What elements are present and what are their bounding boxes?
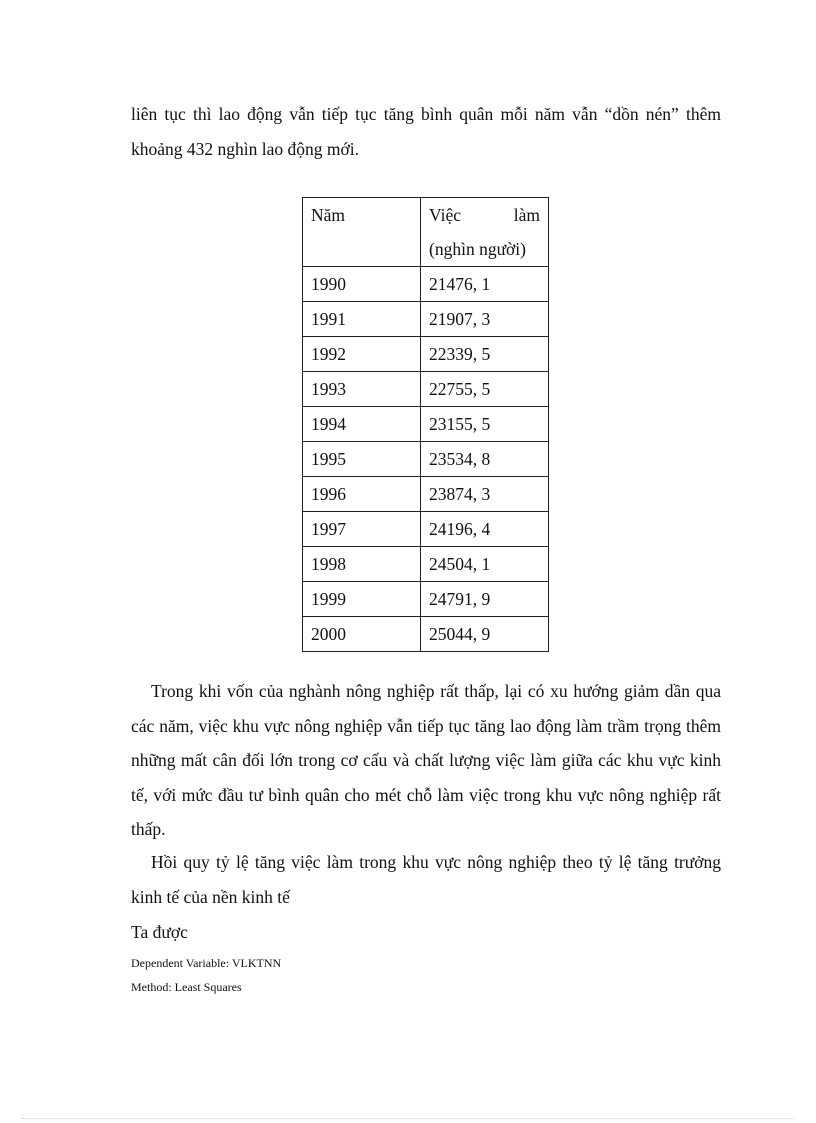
value-cell: 23874, 3 [421, 477, 549, 512]
table-row [303, 512, 549, 547]
value-cell: 24791, 9 [421, 582, 549, 617]
header-value-cell [421, 198, 549, 267]
table-header-row [303, 198, 549, 267]
year-cell: 1998 [303, 547, 421, 582]
year-cell: 1996 [303, 477, 421, 512]
value-cell: 22339, 5 [421, 337, 549, 372]
table-row [303, 372, 549, 407]
table-row [303, 442, 549, 477]
year-cell: 1995 [303, 442, 421, 477]
table-row [303, 547, 549, 582]
header-value-unit: (nghìn người) [429, 239, 526, 259]
method-line: Method: Least Squares [131, 980, 242, 994]
value-cell: 21907, 3 [421, 302, 549, 337]
capital-paragraph: Trong khi vốn của nghành nông nghiệp rất thấp, lại có xu hướng giảm dần qua các năm, việc khu vực nông nghiệp vẫn tiếp tục tăng lao động làm trầm trọng thêm những mất cân đối lớn trong cơ cấu và chất lượng việc làm giữa các khu vực kinh tế, với mức đầu tư bình quân cho mét chỗ làm việc trong khu vực nông nghiệp rất thấp. [131, 681, 721, 839]
header-value-word2: làm [513, 205, 540, 225]
value-cell: 23534, 8 [421, 442, 549, 477]
year-cell: 1991 [303, 302, 421, 337]
year-cell: 2000 [303, 617, 421, 652]
result-heading: Ta được [131, 922, 188, 942]
year-cell: 1997 [303, 512, 421, 547]
value-cell: 24196, 4 [421, 512, 549, 547]
employment-data-table [302, 197, 549, 652]
table-row [303, 337, 549, 372]
table-row [303, 617, 549, 652]
table-row [303, 582, 549, 617]
table-row [303, 407, 549, 442]
value-cell: 21476, 1 [421, 267, 549, 302]
dependent-variable-line: Dependent Variable: VLKTNN [131, 956, 282, 970]
year-cell: 1999 [303, 582, 421, 617]
table-row [303, 302, 549, 337]
header-value-line1 [429, 198, 540, 232]
regression-paragraph: Hồi quy tỷ lệ tăng việc làm trong khu vực nông nghiệp theo tỷ lệ tăng trưởng kinh tế của nền kinh tế [131, 852, 721, 907]
value-cell: 23155, 5 [421, 407, 549, 442]
year-cell: 1993 [303, 372, 421, 407]
value-cell: 22755, 5 [421, 372, 549, 407]
value-cell: 25044, 9 [421, 617, 549, 652]
header-value-word1: Việc [429, 205, 461, 225]
page-bottom-divider [22, 1118, 794, 1119]
intro-paragraph: liên tục thì lao động vẫn tiếp tục tăng bình quân mỗi năm vẫn “dồn nén” thêm khoảng 432 nghìn lao động mới. [131, 104, 721, 159]
header-year-label: Năm [311, 205, 346, 225]
employment-table [302, 197, 549, 652]
year-cell: 1990 [303, 267, 421, 302]
table-row [303, 267, 549, 302]
year-cell: 1994 [303, 407, 421, 442]
header-year-cell [303, 198, 421, 267]
year-cell: 1992 [303, 337, 421, 372]
value-cell: 24504, 1 [421, 547, 549, 582]
table-row [303, 477, 549, 512]
